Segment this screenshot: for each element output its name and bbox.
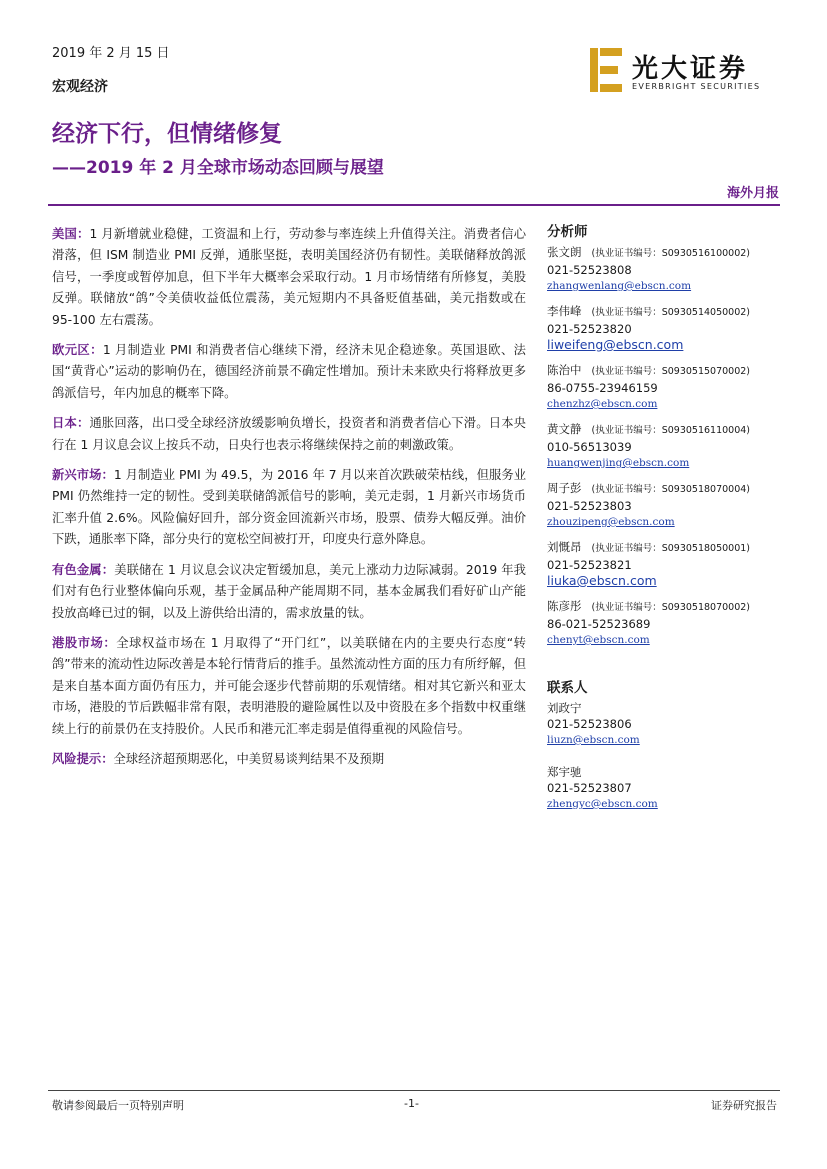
analyst-email-link[interactable]: liuka@ebscn.com bbox=[547, 573, 657, 588]
contacts-heading: 联系人 bbox=[547, 680, 588, 696]
analyst-email-link[interactable]: zhouzipeng@ebscn.com bbox=[547, 516, 675, 528]
section-emerging bbox=[52, 465, 526, 551]
analyst-phone: 86-021-52523689 bbox=[547, 617, 651, 631]
analyst-card bbox=[547, 598, 787, 648]
section-metals bbox=[52, 560, 526, 624]
section-label: 新兴市场： bbox=[52, 468, 114, 483]
report-type: 海外月报 bbox=[726, 186, 779, 201]
header-divider bbox=[48, 204, 780, 206]
analyst-license: (执业证书编号：S0930516110004) bbox=[591, 425, 751, 436]
section-japan bbox=[52, 413, 526, 456]
analysts-heading: 分析师 bbox=[547, 224, 588, 240]
contact-email-link[interactable]: zhengyc@ebscn.com bbox=[547, 798, 658, 810]
analyst-license: (执业证书编号：S0930514050002) bbox=[591, 307, 751, 318]
analyst-email-link[interactable]: liweifeng@ebscn.com bbox=[547, 337, 684, 352]
contact-card bbox=[547, 764, 787, 812]
analyst-license: (执业证书编号：S0930518070004) bbox=[591, 484, 751, 495]
section-label: 有色金属： bbox=[52, 562, 115, 577]
section-text: 1 月制造业 PMI 为 49.5，为 2016 年 7 月以来首次跌破荣枯线，但服务业 PMI 仍然维持一定的韧性。受到美联储鸽派信号的影响，美元走弱，1 月新兴市场货币汇率升值 2.6%。风险偏好回升，部分资金回流新兴市场，股票、债券大幅反弹。油价下跌，通胀率下降，部分央行的宽松空间被打开，印度央行意外降息。 bbox=[52, 468, 526, 547]
everbright-logo-icon bbox=[590, 48, 622, 92]
contact-phone: 021-52523807 bbox=[547, 781, 632, 795]
page-subtitle: ——2019 年 2 月全球市场动态回顾与展望 bbox=[52, 158, 384, 178]
contact-phone: 021-52523806 bbox=[547, 717, 632, 731]
summary-body bbox=[52, 224, 526, 779]
analyst-email-link[interactable]: chenyt@ebscn.com bbox=[547, 634, 650, 646]
analyst-phone: 021-52523820 bbox=[547, 322, 632, 336]
contact-email-link[interactable]: liuzn@ebscn.com bbox=[547, 734, 640, 746]
analyst-phone: 010-56513039 bbox=[547, 440, 632, 454]
analyst-card bbox=[547, 303, 787, 353]
section-label: 港股市场： bbox=[52, 635, 117, 650]
analyst-email-link[interactable]: chenzhz@ebscn.com bbox=[547, 398, 658, 410]
analyst-card bbox=[547, 244, 787, 294]
footer-report-label: 证券研究报告 bbox=[711, 1099, 777, 1112]
footer-divider bbox=[48, 1090, 780, 1091]
author-sidebar bbox=[547, 220, 787, 821]
section-text: 美联储在 1 月议息会议决定暂缓加息，美元上涨动力边际减弱。2019 年我们对有色行业整体偏向乐观，基于金属品种产能周期不同，基本金属我们看好矿山产能投放高峰已过的铜，以及上游供给出清的，需求放量的钛。 bbox=[52, 562, 526, 620]
analyst-email-link[interactable]: zhangwenlang@ebscn.com bbox=[547, 280, 692, 292]
section-hk bbox=[52, 633, 526, 740]
section-label: 欧元区： bbox=[52, 343, 103, 358]
analyst-phone: 021-52523821 bbox=[547, 558, 632, 572]
analyst-name: 陈彦彤 bbox=[547, 599, 582, 613]
section-text: 通胀回落，出口受全球经济放缓影响负增长，投资者和消费者信心下滑。日本央行在 1 月议息会议上按兵不动，日央行也表示将继续保持之前的刺激政策。 bbox=[52, 416, 526, 452]
analyst-name: 刘慨昂 bbox=[547, 540, 582, 554]
analyst-card bbox=[547, 421, 787, 471]
page-number: -1- bbox=[404, 1097, 419, 1110]
report-date: 2019 年 2 月 15 日 bbox=[52, 46, 170, 61]
contact-name: 刘政宁 bbox=[547, 701, 582, 715]
analyst-name: 李伟峰 bbox=[547, 304, 582, 318]
contact-card bbox=[547, 700, 787, 748]
section-text: 1 月新增就业稳健，工资温和上行，劳动参与率连续上升值得关注。消费者信心滑落，但 ISM 制造业 PMI 反弹，通胀坚挺，表明美国经济仍有韧性。美联储释放鸽派信号，一季度或暂停加息，但下半年大概率会采取行动。1 月市场情绪有所修复，美股反弹。联储放“鸽”令美债收益低位震荡，美元短期内不具备贬值基础，美元指数或在 95-100 左右震荡。 bbox=[52, 227, 526, 327]
section-text: 全球权益市场在 1 月取得了“开门红”，以美联储在内的主要央行态度“转鸽”带来的流动性边际改善是本轮行情背后的推手。虽然流动性方面的压力有所纾解，但是来自基本面方面仍有压力，并可能会逐步代替前期的乐观情绪。相对其它新兴和亚太市场，港股的节后跌幅非常有限，表明港股的避险属性以及中资股在多个指数中权重继续上行的前景仍在支持股价。人民币和港元汇率走弱是值得重视的风险信号。 bbox=[52, 635, 526, 736]
analyst-card bbox=[547, 362, 787, 412]
analyst-name: 黄文静 bbox=[547, 422, 582, 436]
contact-name: 郑宇驰 bbox=[547, 765, 582, 779]
analyst-name: 陈治中 bbox=[547, 363, 582, 377]
analyst-name: 周子彭 bbox=[547, 481, 582, 495]
section-label: 美国： bbox=[52, 227, 90, 241]
analyst-card bbox=[547, 539, 787, 589]
section-text: 1 月制造业 PMI 和消费者信心继续下滑，经济未见企稳迹象。英国退欧、法国“黄背心”运动的影响仍在，德国经济前景不确定性增加。预计未来欧央行将释放更多鸽派信号，年内加息的概率下降。 bbox=[52, 343, 526, 400]
analyst-phone: 021-52523808 bbox=[547, 263, 632, 277]
analyst-license: (执业证书编号：S0930515070002) bbox=[591, 366, 751, 377]
section-label: 风险提示： bbox=[52, 751, 114, 766]
analyst-license: (执业证书编号：S0930518050001) bbox=[591, 543, 751, 554]
analyst-license: (执业证书编号：S0930516100002) bbox=[591, 248, 751, 259]
company-logo bbox=[590, 48, 780, 96]
section-us bbox=[52, 224, 526, 331]
analyst-license: (执业证书编号：S0930518070002) bbox=[591, 602, 751, 613]
analyst-email-link[interactable]: huangwenjing@ebscn.com bbox=[547, 457, 690, 469]
section-eurozone bbox=[52, 340, 526, 404]
analyst-phone: 021-52523803 bbox=[547, 499, 632, 513]
report-category: 宏观经济 bbox=[52, 79, 108, 95]
logo-english-name: EVERBRIGHT SECURITIES bbox=[632, 82, 761, 91]
section-risk bbox=[52, 749, 526, 770]
analyst-name: 张文朗 bbox=[547, 245, 582, 259]
analyst-card bbox=[547, 480, 787, 530]
section-text: 全球经济超预期恶化，中美贸易谈判结果不及预期 bbox=[113, 751, 385, 766]
section-label: 日本： bbox=[52, 416, 90, 431]
footer-disclaimer: 敬请参阅最后一页特别声明 bbox=[52, 1099, 184, 1112]
analyst-phone: 86-0755-23946159 bbox=[547, 381, 658, 395]
page-title: 经济下行，但情绪修复 bbox=[52, 121, 282, 147]
logo-chinese-name: 光大证券 bbox=[632, 54, 749, 84]
